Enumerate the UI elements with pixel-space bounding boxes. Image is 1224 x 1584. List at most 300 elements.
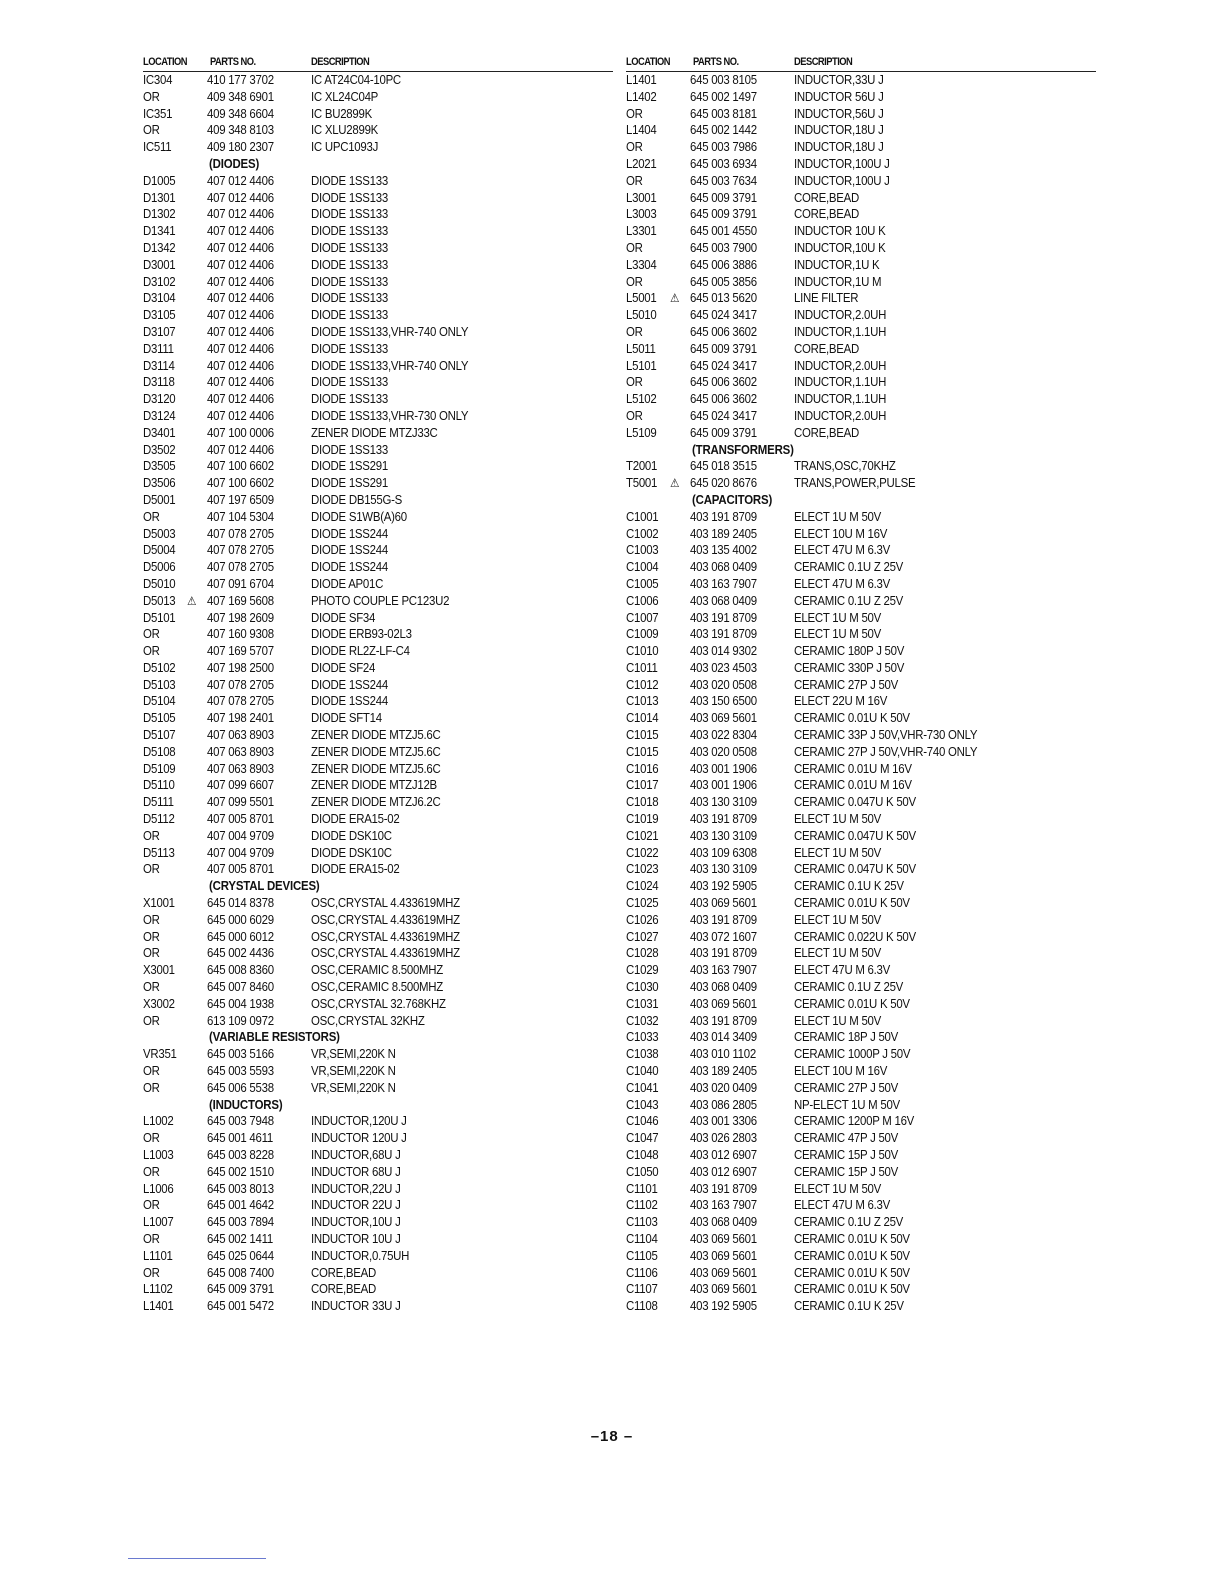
table-row [143,1214,613,1231]
part-number-cell: 403 068 0409 [690,1214,757,1230]
description-cell: NP-ELECT 1U M 50V [794,1096,900,1112]
location-cell: D5108 [143,743,176,759]
location-cell: C1050 [626,1163,659,1179]
table-row [143,677,613,694]
table-row [143,542,613,559]
location-cell: C1033 [626,1029,659,1045]
table-row [626,425,1096,442]
part-number-cell: 645 001 4642 [207,1197,274,1213]
table-row [626,1013,1096,1030]
part-number-cell: 403 020 0409 [690,1079,757,1095]
part-number-cell: 407 012 4406 [207,441,274,457]
description-cell: INDUCTOR,18U J [794,122,884,138]
table-row [626,1147,1096,1164]
location-cell: IC351 [143,105,173,121]
location-cell: OR [143,861,160,877]
description-cell: CERAMIC 0.047U K 50V [794,861,916,877]
table-row [626,945,1096,962]
location-cell: OR [626,323,643,339]
part-number-cell: 403 014 3409 [690,1029,757,1045]
description-cell: DIODE 1SS133 [311,391,388,407]
table-row [143,777,613,794]
part-number-cell: 645 002 1411 [207,1230,273,1246]
description-cell: CERAMIC 27P J 50V,VHR-740 ONLY [794,743,978,759]
table-row [626,374,1096,391]
location-cell: C1001 [626,508,659,524]
description-cell: CERAMIC 0.01U M 16V [794,777,912,793]
description-cell: PHOTO COUPLE PC123U2 [311,592,450,608]
part-number-cell: 645 003 7894 [207,1214,274,1230]
section-label: (DIODES) [209,155,260,171]
description-cell: ZENER DIODE MTZJ6.2C [311,794,441,810]
table-row [626,391,1096,408]
part-number-cell: 407 169 5608 [207,592,274,608]
part-number-cell: 403 069 5601 [690,1230,757,1246]
location-cell: L1402 [626,88,657,104]
description-cell: CERAMIC 0.1U Z 25V [794,979,904,995]
table-row [626,223,1096,240]
location-cell: D3001 [143,256,176,272]
location-cell: L1102 [143,1281,173,1297]
description-cell: CERAMIC 33P J 50V,VHR-730 ONLY [794,727,978,743]
table-row [143,1164,613,1181]
location-cell: L1007 [143,1214,174,1230]
description-cell: DIODE 1SS133 [311,239,388,255]
description-cell: CERAMIC 330P J 50V [794,659,905,675]
description-cell: CERAMIC 27P J 50V [794,1079,899,1095]
description-cell: OSC,CRYSTAL 32.768KHZ [311,995,446,1011]
description-cell: VR,SEMI,220K N [311,1079,396,1095]
footer-link-rule [128,1558,266,1559]
table-row [143,106,613,123]
description-cell: INDUCTOR,1.1UH [794,391,887,407]
description-cell: DIODE 1SS133,VHR-740 ONLY [311,323,469,339]
table-row [143,1265,613,1282]
part-number-cell: 407 099 6607 [207,777,274,793]
description-cell: INDUCTOR,10U K [794,239,886,255]
location-cell: L1002 [143,1113,174,1129]
location-cell: X1001 [143,895,175,911]
location-cell: C1108 [626,1298,658,1314]
table-row [626,173,1096,190]
part-number-cell: 407 063 8903 [207,760,274,776]
table-row [143,492,613,509]
table-row [143,660,613,677]
table-row [626,777,1096,794]
table-row [626,341,1096,358]
part-number-cell: 407 012 4406 [207,374,274,390]
description-cell: ELECT 1U M 50V [794,811,882,827]
table-row [626,610,1096,627]
location-cell: C1038 [626,1046,659,1062]
part-number-cell: 403 012 6907 [690,1163,757,1179]
location-cell: D5010 [143,575,176,591]
description-cell: CERAMIC 1200P M 16V [794,1113,915,1129]
location-cell: C1017 [626,777,659,793]
part-number-cell: 645 025 0644 [207,1247,274,1263]
location-cell: OR [143,827,160,843]
part-number-cell: 403 010 1102 [690,1046,756,1062]
location-cell: L5109 [626,424,657,440]
description-cell: DIODE ERB93-02L3 [311,626,412,642]
part-number-cell: 407 012 4406 [207,172,274,188]
description-cell: INDUCTOR,10U J [311,1214,401,1230]
table-row [143,425,613,442]
table-row [626,156,1096,173]
description-cell: CORE,BEAD [794,424,860,440]
table-row [626,1063,1096,1080]
table-row [143,794,613,811]
description-cell: DIODE 1SS133 [311,374,388,390]
location-cell: L1401 [143,1298,174,1314]
location-cell: OR [143,945,160,961]
part-number-cell: 407 099 5501 [207,794,274,810]
location-cell: D5105 [143,710,176,726]
location-cell: C1023 [626,861,659,877]
location-cell: C1015 [626,727,659,743]
table-row [143,526,613,543]
location-cell: X3001 [143,962,175,978]
location-cell: C1018 [626,794,659,810]
description-cell: CERAMIC 0.01U K 50V [794,895,910,911]
part-number-cell: 645 020 8676 [690,475,757,491]
description-cell: DIODE ERA15-02 [311,811,400,827]
table-row [626,559,1096,576]
parts-column-left [143,56,613,1315]
table-row [626,878,1096,895]
location-cell: D5003 [143,525,176,541]
location-cell: D3124 [143,407,176,423]
description-cell: ELECT 1U M 50V [794,945,882,961]
description-cell: CORE,BEAD [794,340,860,356]
location-cell: L5101 [626,357,657,373]
part-number-cell: 403 068 0409 [690,559,757,575]
section-label: (CAPACITORS) [692,491,773,507]
part-number-cell: 645 007 8460 [207,979,274,995]
section-heading [626,492,1096,509]
part-number-cell: 403 130 3109 [690,861,757,877]
part-number-cell: 407 100 0006 [207,424,274,440]
location-cell: C1022 [626,844,659,860]
location-cell: L1003 [143,1147,174,1162]
table-row [143,895,613,912]
location-cell: C1048 [626,1147,659,1162]
table-row [143,290,613,307]
description-cell: CERAMIC 0.1U Z 25V [794,1214,904,1230]
part-number-cell: 403 069 5601 [690,995,757,1011]
location-cell: L3304 [626,256,657,272]
table-row [626,727,1096,744]
location-cell: C1012 [626,676,659,692]
table-row [143,1231,613,1248]
location-cell: L1101 [143,1247,173,1263]
location-cell: D5109 [143,760,176,776]
description-cell: OSC,CRYSTAL 4.433619MHZ [311,895,460,911]
part-number-cell: 403 026 2803 [690,1130,757,1146]
description-cell: DIODE 1SS133 [311,189,388,205]
part-number-cell: 645 006 5538 [207,1079,274,1095]
description-cell: DIODE 1SS291 [311,458,388,474]
description-cell: ELECT 1U M 50V [794,508,882,524]
part-number-cell: 645 009 3791 [690,340,757,356]
location-cell: C1019 [626,811,659,827]
location-cell: C1003 [626,542,659,558]
part-number-cell: 645 009 3791 [207,1281,274,1297]
table-row [626,811,1096,828]
location-cell: T5001 [626,475,658,491]
location-cell: C1028 [626,945,659,961]
location-cell: D3506 [143,475,176,491]
parts-list-right [626,72,1096,1315]
description-cell: CERAMIC 0.01U K 50V [794,1264,910,1280]
part-number-cell: 645 009 3791 [690,189,757,205]
part-number-cell: 645 002 1510 [207,1163,274,1179]
part-number-cell: 403 069 5601 [690,710,757,726]
part-number-cell: 407 198 2609 [207,609,274,625]
location-cell: L5011 [626,340,656,356]
table-row [626,1281,1096,1298]
table-row [143,72,613,89]
location-cell: OR [143,1264,160,1280]
location-cell: C1006 [626,592,659,608]
section-label: (INDUCTORS) [209,1096,283,1112]
part-number-cell: 403 191 8709 [690,1180,757,1196]
part-number-cell: 403 163 7907 [690,1197,757,1213]
description-cell: INDUCTOR,1.1UH [794,323,887,339]
location-cell: OR [143,1063,160,1079]
section-heading [143,1029,613,1046]
location-cell: D1302 [143,206,176,222]
part-number-cell: 403 072 1607 [690,928,757,944]
location-cell: C1103 [626,1214,658,1230]
location-cell: OR [143,122,160,138]
table-row [143,391,613,408]
part-number-cell: 403 086 2805 [690,1096,757,1112]
part-number-cell: 407 012 4406 [207,189,274,205]
description-cell: INDUCTOR 10U K [794,223,886,239]
description-cell: CERAMIC 0.01U K 50V [794,995,910,1011]
table-row [626,542,1096,559]
location-cell: C1007 [626,609,659,625]
table-row [143,861,613,878]
table-row [143,1298,613,1315]
table-row [143,475,613,492]
part-number-cell: 403 191 8709 [690,945,757,961]
location-cell: D3502 [143,441,176,457]
location-cell: OR [143,1230,160,1246]
location-cell: D3102 [143,273,176,289]
location-cell: OR [143,626,160,642]
table-row [626,240,1096,257]
location-cell: IC511 [143,139,172,155]
description-cell: INDUCTOR,100U J [794,155,890,171]
part-number-cell: 645 018 3515 [690,458,757,474]
location-cell: D3118 [143,374,175,390]
description-cell: CORE,BEAD [794,206,860,222]
table-row [143,257,613,274]
table-row [143,1130,613,1147]
table-row [626,1265,1096,1282]
description-cell: CERAMIC 0.01U K 50V [794,1247,910,1263]
part-number-cell: 645 003 7986 [690,139,757,155]
table-row [143,274,613,291]
column-header [626,56,1096,72]
location-cell: L5010 [626,307,657,323]
description-cell: INDUCTOR,1.1UH [794,374,887,390]
description-cell: OSC,CRYSTAL 32KHZ [311,1012,425,1028]
part-number-cell: 403 001 1906 [690,777,757,793]
table-row [143,122,613,139]
table-row [626,1080,1096,1097]
part-number-cell: 645 003 7634 [690,172,757,188]
table-row [626,626,1096,643]
part-number-cell: 645 013 5620 [690,290,757,306]
description-cell: INDUCTOR 120U J [311,1130,407,1146]
location-cell: D1341 [143,223,176,239]
description-cell: CERAMIC 0.01U K 50V [794,1281,910,1297]
description-cell: INDUCTOR 68U J [311,1163,401,1179]
table-row [626,1298,1096,1315]
table-row [626,1214,1096,1231]
part-number-cell: 645 006 3886 [690,256,757,272]
description-cell: DIODE 1SS133 [311,290,388,306]
location-cell: C1041 [626,1079,659,1095]
table-row [143,408,613,425]
part-number-cell: 645 006 3602 [690,391,757,407]
part-number-cell: 407 012 4406 [207,273,274,289]
description-cell: DIODE RL2Z-LF-C4 [311,643,410,659]
part-number-cell: 407 012 4406 [207,391,274,407]
location-cell: C1104 [626,1230,658,1246]
part-number-cell: 407 160 9308 [207,626,274,642]
description-cell: CERAMIC 15P J 50V [794,1147,899,1162]
part-number-cell: 403 020 0508 [690,676,757,692]
part-number-cell: 645 003 6934 [690,155,757,171]
part-number-cell: 409 348 6901 [207,88,274,104]
header-description: DESCRIPTION [311,56,370,68]
table-row [143,1080,613,1097]
description-cell: DIODE SF24 [311,659,376,675]
location-cell: D5111 [143,794,174,810]
header-location: LOCATION [143,56,188,68]
description-cell: CERAMIC 47P J 50V [794,1130,899,1146]
table-row [626,307,1096,324]
location-cell: C1102 [626,1197,658,1213]
description-cell: TRANS,POWER,PULSE [794,475,916,491]
table-row [626,526,1096,543]
part-number-cell: 645 003 8013 [207,1180,274,1196]
description-cell: DIODE SFT14 [311,710,382,726]
description-cell: DIODE 1SS133 [311,441,388,457]
description-cell: INDUCTOR,1U M [794,273,882,289]
location-cell: OR [143,979,160,995]
part-number-cell: 403 150 6500 [690,693,757,709]
table-row [143,374,613,391]
table-row [143,643,613,660]
table-row [626,710,1096,727]
location-cell: D5104 [143,693,176,709]
location-cell: C1101 [626,1180,658,1196]
table-row [143,576,613,593]
part-number-cell: 403 191 8709 [690,811,757,827]
description-cell: DIODE S1WB(A)60 [311,508,407,524]
description-cell: IC XL24C04P [311,88,379,104]
location-cell: D5110 [143,777,175,793]
page-number: –18 – [590,1428,634,1445]
part-number-cell: 403 189 2405 [690,1063,757,1079]
location-cell: D5102 [143,659,176,675]
table-row [626,122,1096,139]
description-cell: DIODE DSK10C [311,844,392,860]
description-cell: IC BU2899K [311,105,372,121]
part-number-cell: 645 000 6012 [207,928,274,944]
part-number-cell: 407 063 8903 [207,727,274,743]
table-row [143,240,613,257]
location-cell: L1404 [626,122,657,138]
location-cell: D5013 [143,592,176,608]
location-cell: L5001 [626,290,657,306]
part-number-cell: 403 022 8304 [690,727,757,743]
header-location: LOCATION [626,56,671,68]
table-row [143,190,613,207]
table-row [626,1248,1096,1265]
location-cell: C1024 [626,878,659,894]
description-cell: CERAMIC 0.047U K 50V [794,794,916,810]
description-cell: CORE,BEAD [311,1264,377,1280]
part-number-cell: 407 100 6602 [207,458,274,474]
part-number-cell: 407 005 8701 [207,811,274,827]
location-cell: OR [626,374,643,390]
part-number-cell: 645 003 8105 [690,72,757,87]
part-number-cell: 407 091 6704 [207,575,274,591]
description-cell: DIODE 1SS244 [311,559,388,575]
part-number-cell: 407 078 2705 [207,559,274,575]
table-row [626,1029,1096,1046]
table-row [143,744,613,761]
part-number-cell: 407 012 4406 [207,407,274,423]
location-cell: D3120 [143,391,176,407]
table-row [626,1097,1096,1114]
part-number-cell: 403 163 7907 [690,575,757,591]
location-cell: L1401 [626,72,657,87]
table-row [626,408,1096,425]
description-cell: INDUCTOR,2.0UH [794,307,887,323]
description-cell: DIODE 1SS291 [311,475,388,491]
part-number-cell: 645 003 8181 [690,105,757,121]
description-cell: CERAMIC 0.1U Z 25V [794,559,904,575]
description-cell: INDUCTOR,100U J [794,172,890,188]
safety-warning-icon: ⚠ [187,593,197,608]
location-cell: D1301 [143,189,176,205]
part-number-cell: 613 109 0972 [207,1012,274,1028]
description-cell: DIODE DB155G-S [311,491,403,507]
table-row [143,693,613,710]
part-number-cell: 407 012 4406 [207,340,274,356]
description-cell: INDUCTOR 22U J [311,1197,401,1213]
section-label: (TRANSFORMERS) [692,441,794,457]
description-cell: CERAMIC 15P J 50V [794,1163,899,1179]
table-row [626,190,1096,207]
part-number-cell: 645 001 5472 [207,1298,274,1314]
description-cell: OSC,CERAMIC 8.500MHZ [311,962,444,978]
part-number-cell: 403 001 1906 [690,760,757,776]
table-row [626,744,1096,761]
part-number-cell: 407 004 9709 [207,827,274,843]
description-cell: DIODE 1SS133 [311,273,388,289]
part-number-cell: 645 004 1938 [207,995,274,1011]
location-cell: C1040 [626,1063,659,1079]
part-number-cell: 403 163 7907 [690,962,757,978]
